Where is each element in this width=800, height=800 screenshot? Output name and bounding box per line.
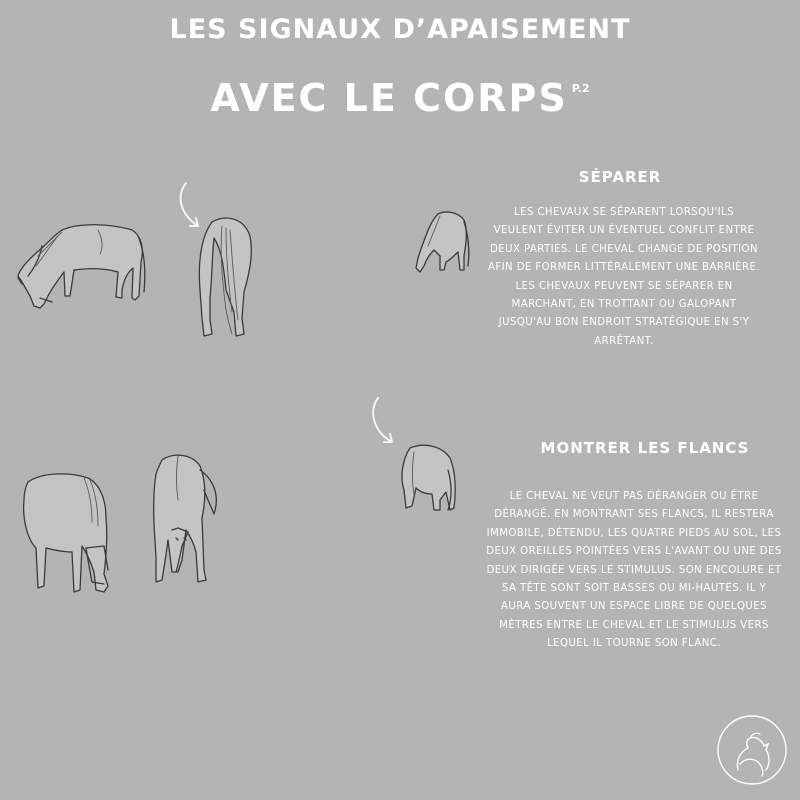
section-heading-separer: SÉPARER bbox=[578, 168, 662, 186]
horse-separating-illustration bbox=[416, 212, 469, 272]
page-marker: P.2 bbox=[571, 82, 590, 95]
page-title: LES SIGNAUX D’APAISEMENT bbox=[169, 14, 631, 45]
horse-logo-icon bbox=[716, 714, 788, 786]
curved-arrow-icon bbox=[373, 398, 392, 442]
horse-flank-side-illustration bbox=[24, 474, 108, 592]
horse-rear-view-illustration bbox=[199, 218, 251, 336]
curved-arrow-icon bbox=[181, 183, 198, 226]
horse-showing-flank-small-illustration bbox=[402, 445, 455, 510]
section-heading-flancs: MONTRER LES FLANCS bbox=[540, 439, 750, 457]
section-text-separer: LES CHEVAUX SE SÉPARENT LORSQU'ILS VEULENT ÉVITER UN ÉVENTUEL CONFLIT ENTRE DEUX PARTIES. LE CHEVAL CHANGE DE POSITION AFIN DE FORMER LITTÉRALEMENT UNE BARRIÈRE. LES CHEVAUX PEUVENT SE SÉPARER EN MARCHANT, EN TROTTANT OU GALOPANT JUSQU'AU BON ENDROIT STRATÉGIQUE EN S'Y ARRÊTANT. bbox=[488, 207, 761, 347]
section-text-flancs: LE CHEVAL NE VEUT PAS DÉRANGER OU ÊTRE DÉRANGÉ. EN MONTRANT SES FLANCS, IL RESTERA IMMOBILE, DÉTENDU, LES QUATRE PIEDS AU SOL, LES DEUX OREILLES POINTÉES VERS L'AVANT OU UNE DES DEUX DIRIGÉE VERS LE STIMULUS. SON ENCOLURE ET SA TÊTE SONT SOIT BASSES OU MI-HAUTES. IL Y AURA SOUVENT UN ESPACE LIBRE DE QUELQUES MÈTRES ENTRE LE CHEVAL ET LE STIMULUS VERS LEQUEL IL TOURNE SON FLANC. bbox=[486, 491, 782, 650]
horse-flank-front-illustration bbox=[154, 455, 217, 582]
horse-grazing-side-illustration bbox=[18, 225, 145, 308]
subtitle-text: AVEC LE CORPS bbox=[210, 76, 568, 120]
